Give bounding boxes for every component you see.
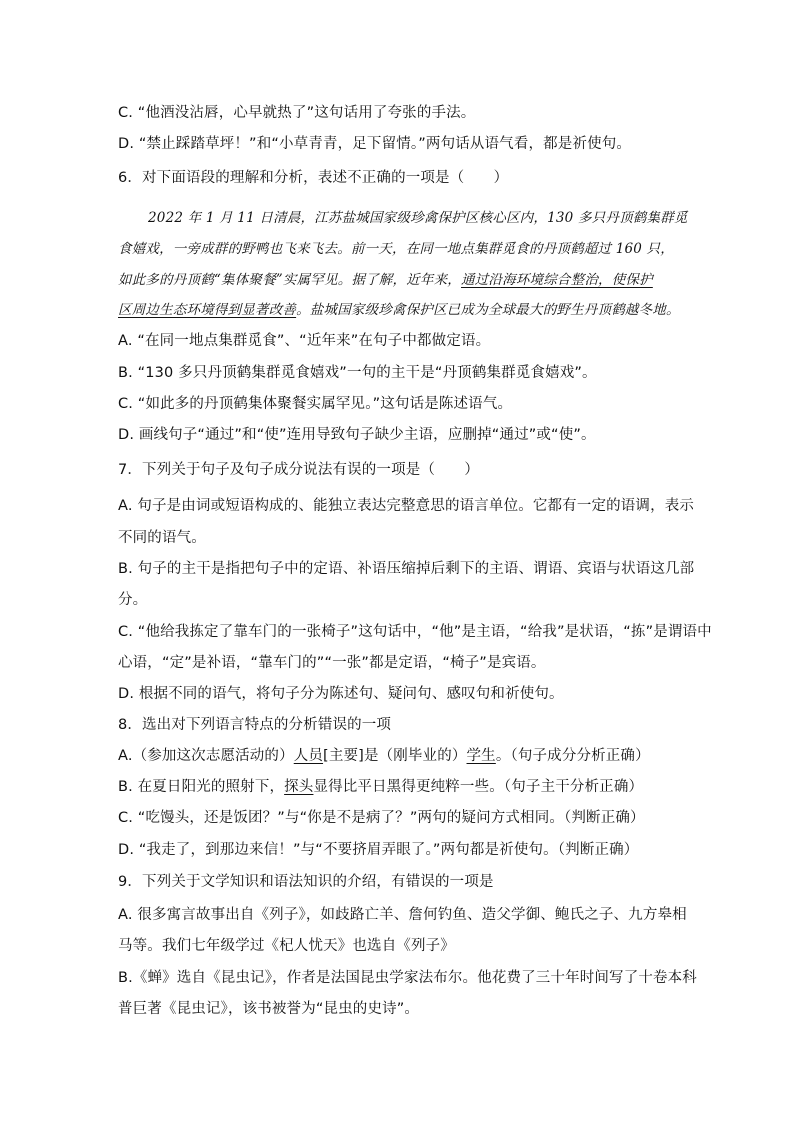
passage-line-3 xyxy=(118,270,653,290)
option-b-q8-subject: 探头 xyxy=(284,779,314,795)
option-a-q9-line-1: A. 很多寓言故事出自《列子》，如歧路亡羊、詹何钓鱼、造父学御、鲍氏之子、九方皋相 xyxy=(118,907,687,923)
option-a-q9-line-2: 马等。我们七年级学过《杞人忧天》也选自《列子》 xyxy=(118,938,455,954)
question-8-stem: 8．选出对下列语言特点的分析错误的一项 xyxy=(118,717,392,733)
option-a-q8-part-1: A.（参加这次志愿活动的） xyxy=(118,748,294,764)
option-a-q8-part-2: [主要]是（刚毕业的） xyxy=(323,748,467,764)
option-a-q8 xyxy=(118,746,650,766)
option-a-q6: A. “在同一地点集群觅食”、“近年来”在句子中都做定语。 xyxy=(118,333,491,349)
option-a-q7-line-2: 不同的语气。 xyxy=(118,530,206,546)
passage-line-1: 2022 年 1 月 11 日清晨，江苏盐城国家级珍禽保护区核心区内，130 多只丹顶鹤集群觅 xyxy=(148,210,688,226)
passage-line-4 xyxy=(118,300,680,320)
option-c-q8: C. “吃馒头，还是饭团？”与“你是不是病了？”两句的疑问方式相同。（判断正确） xyxy=(118,810,645,826)
question-7-stem: 7．下列关于句子及句子成分说法有误的一项是（ ） xyxy=(118,462,479,478)
option-c-q6: C. “如此多的丹顶鹤集体聚餐实属罕见。”这句话是陈述语气。 xyxy=(118,396,513,412)
option-a-q8-subject: 人员 xyxy=(293,748,324,764)
question-6-stem: 6．对下面语段的理解和分析，表述不正确的一项是（ ） xyxy=(118,170,509,186)
option-b-q8 xyxy=(118,777,643,797)
option-b-q7-line-2: 分。 xyxy=(118,592,148,608)
option-c-q7-line-2: 心语，“定”是补语，“靠车门的”“一张”都是定语，“椅子”是宾语。 xyxy=(118,655,546,671)
option-b-q8-part-2: 显得比平日黑得更纯粹一些。（句子主干分析正确） xyxy=(313,779,644,795)
underlined-sentence-part-1: 通过沿海环境综合整治，使保护 xyxy=(461,272,653,288)
option-a-q7-line-1: A. 句子是由词或短语构成的、能独立表达完整意思的语言单位。它都有一定的语调，表示 xyxy=(118,498,695,514)
option-c-q7-line-1: C. “他给我拣定了靠车门的一张椅子”这句话中，“他”是主语，“给我”是状语，“拣”是谓语中 xyxy=(118,624,712,640)
option-a-q8-part-3: 。（句子成分分析正确） xyxy=(495,748,650,764)
option-b-q8-part-1: B. 在夏日阳光的照射下， xyxy=(118,779,285,795)
underlined-sentence-part-2: 区周边生态环境得到显著改善 xyxy=(118,302,297,318)
passage-line-2: 食嬉戏，一旁成群的野鸭也飞来飞去。前一天，在同一地点集群觅食的丹顶鹤超过 160 只， xyxy=(118,241,674,257)
passage-line-3-text: 如此多的丹顶鹤“集体聚餐”实属罕见。据了解，近年来， xyxy=(118,272,462,288)
question-9-stem: 9．下列关于文学知识和语法知识的介绍，有错误的一项是 xyxy=(118,874,494,890)
option-d-q8: D. “我走了，到那边来信！”与“不要挤眉弄眼了。”两句都是祈使句。（判断正确） xyxy=(118,842,639,858)
option-b-q6: B. “130 多只丹顶鹤集群觅食嬉戏”一句的主干是“丹顶鹤集群觅食嬉戏”。 xyxy=(118,365,597,381)
passage-line-4-text: 。盐城国家级珍禽保护区已成为全球最大的野生丹顶鹤越冬地。 xyxy=(296,302,680,318)
option-a-q8-object: 学生 xyxy=(466,748,496,764)
option-d-q5: D. “禁止踩踏草坪！”和“小草青青，足下留情。”两句话从语气看，都是祈使句。 xyxy=(118,136,632,152)
option-d-q7: D. 根据不同的语气，将句子分为陈述句、疑问句、感叹句和祈使句。 xyxy=(118,686,564,702)
option-b-q7-line-1: B. 句子的主干是指把句子中的定语、补语压缩掉后剩下的主语、谓语、宾语与状语这几部 xyxy=(118,561,695,577)
option-c-q5: C. “他酒没沾唇，心早就热了”这句话用了夸张的手法。 xyxy=(118,105,476,121)
option-d-q6: D. 画线句子“通过”和“使”连用导致句子缺少主语，应删掉“通过”或“使”。 xyxy=(118,427,596,443)
option-b-q9-line-1: B.《蝉》选自《昆虫记》，作者是法国昆虫学家法布尔。他花费了三十年时间写了十卷本科 xyxy=(118,970,697,986)
option-b-q9-line-2: 普巨著《昆虫记》，该书被誉为“昆虫的史诗”。 xyxy=(118,1001,420,1017)
